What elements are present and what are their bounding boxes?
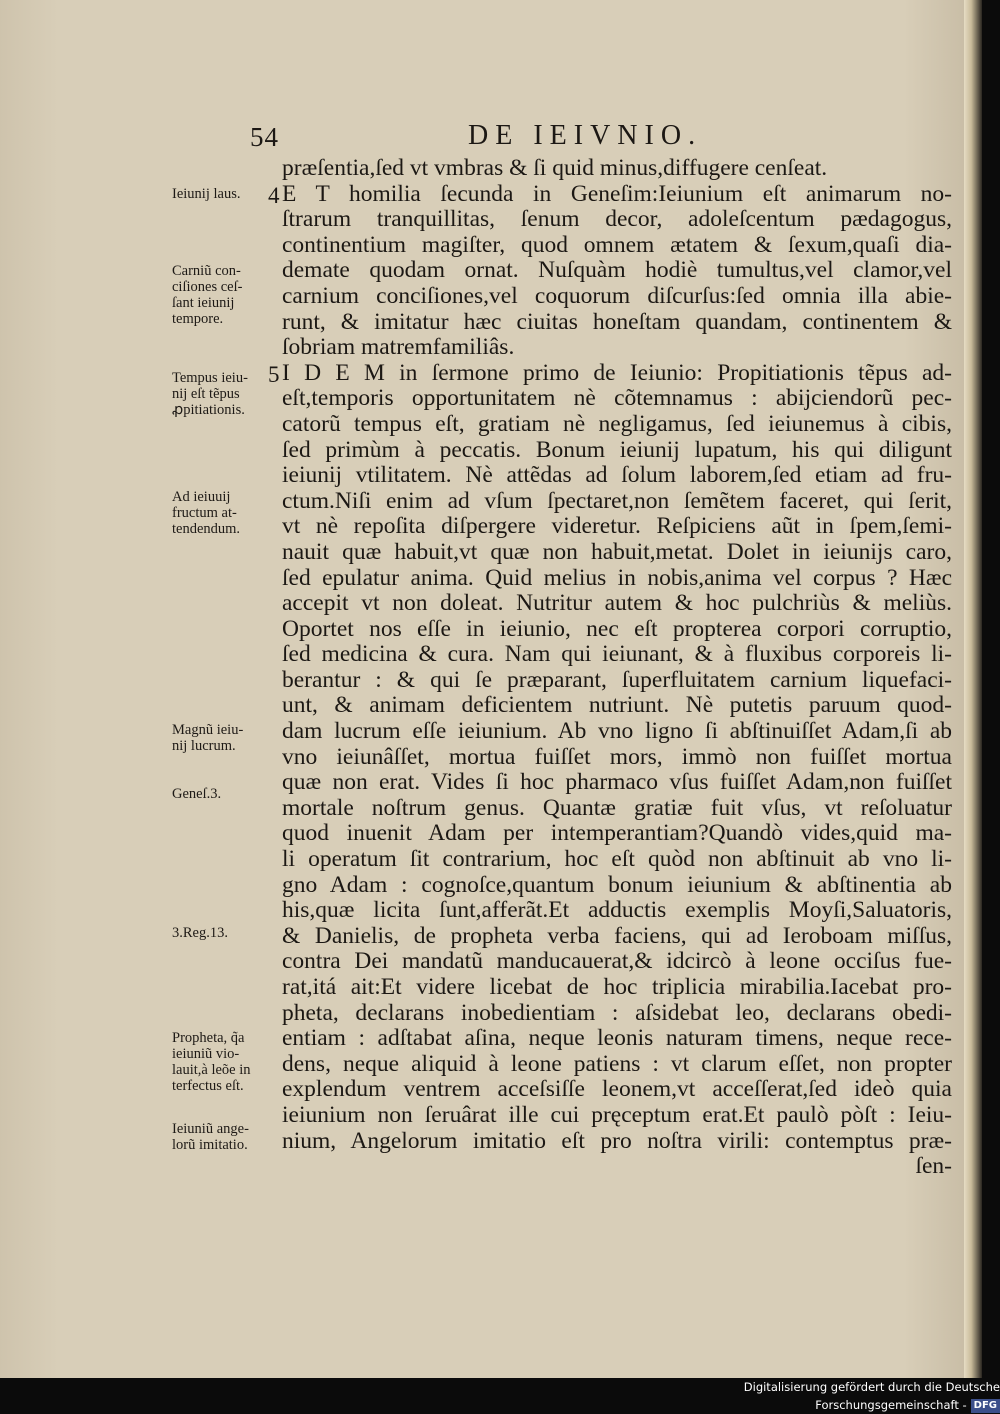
text-line: præſentia,ſed vt vmbras & ſi quid minus,diffugere cenſeat.: [282, 155, 828, 181]
credit-text: Digitalisierung gefördert durch die Deutsche Forschungsgemeinschaft -: [743, 1380, 1000, 1412]
margin-note-line: Carniũ con-: [172, 263, 241, 279]
text-line: ctum.Niſi enim ad vſum ſpectaret,non ſemẽtem faceret, qui ſerit,: [282, 487, 952, 514]
dfg-logo: DFG: [971, 1399, 1000, 1413]
text-line: ſed epulatur anima. Quid melius in nobis,anima vel corpus ? Hæc: [282, 564, 952, 591]
text-line: vno ieiunâſſet, mortua fuiſſet mors, immò non fuiſſet mortua: [282, 743, 952, 770]
margin-note: [172, 925, 284, 941]
margin-note-line: nij lucrum.: [172, 738, 236, 754]
page-header: [0, 118, 982, 158]
margin-note-line: 3.Reg.13.: [172, 925, 228, 941]
text-line: E T homilia ſecunda in Geneſim:Ieiunium eſt animarum no-: [282, 180, 952, 207]
margin-note-line: ꝓpitiationis.: [172, 402, 245, 418]
text-line: quæ non erat. Vides ſi hoc pharmaco vſus fuiſſet Adam,non fuiſſet: [282, 769, 952, 796]
margin-note: [172, 786, 284, 802]
text-line: explendum ventrem acceſsiſſe leonem,vt acceſſerat,ſed ideò quia: [282, 1076, 952, 1103]
margin-note: [172, 1030, 284, 1094]
margin-note: [172, 489, 284, 537]
margin-note-line: lorũ imitatio.: [172, 1137, 248, 1153]
page-edge: [964, 0, 982, 1378]
margin-note-line: lauit,à leõe in: [172, 1062, 251, 1078]
text-line: I D E M in ſermone primo de Ieiunio: Propitiationis tẽpus ad-: [282, 359, 952, 386]
text-line: Oportet nos eſſe in ieiunio, nec eſt propterea corpori corruptio,: [282, 615, 952, 642]
text-line: accepit vt non doleat. Nutritur autem & hoc pulchriùs & meliùs.: [282, 590, 952, 617]
margin-note-line: tendendum.: [172, 521, 241, 537]
catchword: ſen-: [915, 1153, 952, 1180]
margin-note-line: Tempus ieiu-: [172, 370, 248, 386]
margin-note: [172, 263, 284, 327]
margin-note-line: Propheta, q̃a: [172, 1030, 245, 1046]
text-line: eſt,temporis opportunitatem nè cõtemnamus : abijciendorũ pec-: [282, 385, 952, 412]
text-line: quod inuenit Adam per intemperantiam?Quandò vides,quid ma-: [282, 820, 952, 847]
margin-note: [172, 722, 284, 754]
text-line: rat,itá ait:Et videre licebat de hoc triplicia mirabilia.Iacebat pro-: [282, 974, 952, 1000]
margin-note-line: Ieiunij laus.: [172, 186, 241, 202]
text-line: nauit quæ habuit,vt quæ non habuit,metat. Dolet in ieiunijs caro,: [282, 538, 952, 565]
margin-note-line: fructum at-: [172, 505, 237, 521]
text-line: unt, & animam deficientem nutriunt. Nè putetis paruum quod-: [282, 692, 952, 719]
text-line: ſobriam matremfamiliâs.: [282, 334, 515, 361]
text-line: his,quæ licita ſunt,afferãt.Et adductis exemplis Moyſi,Saluatoris,: [282, 897, 952, 924]
text-line: dens, neque aliquid à leone patiens : vt clarum eſſet, non propter: [282, 1050, 952, 1077]
text-line: & Danielis, de propheta verba faciens, qui ad Ieroboam miſſus,: [282, 922, 952, 949]
text-line: entiam : adſtabat aſina, neque leonis naturam timens, neque rece-: [282, 1025, 952, 1052]
margin-note-line: Geneſ.3.: [172, 786, 222, 802]
digitization-credit: [600, 1378, 1000, 1412]
page-number: 54: [250, 122, 279, 152]
text-line: runt, & imitatur hæc ciuitas honeſtam quandam, continentem &: [282, 308, 952, 335]
margin-note-line: tempore.: [172, 311, 224, 327]
text-line: ſtrarum tranquillitas, ſenum decor, adoleſcentum pædagogus,: [282, 206, 952, 233]
text-line: continentium magiſter, quod omnem ætatem & ſexum,quaſi dia-: [282, 231, 952, 258]
text-line: contra Dei mandatũ manducauerat,& idcircò à leone occiſus fue-: [282, 948, 952, 975]
margin-note-line: Ieiuniũ ange-: [172, 1121, 249, 1137]
text-line: carnium conciſiones,vel coquorum diſcurſus:ſed omnia illa abie-: [282, 282, 952, 309]
margin-note: [172, 186, 284, 202]
body-text: [282, 156, 952, 1180]
text-line: ieiunij vtilitatem. Nè attẽdas ad ſolum laborem,ſed etiam ad fru-: [282, 462, 952, 489]
text-line: ſed primùm à peccatis. Bonum ieiunij lupatum, his qui diligunt: [282, 436, 952, 463]
text-line: demate quodam ornat. Nuſquàm hodiè tumultus,vel clamor,vel: [282, 257, 952, 284]
margin-note-line: nij eſt tẽpus: [172, 386, 240, 402]
text-line: pheta, declarans inobedientiam : aſsidebat leo, declarans obedi-: [282, 999, 952, 1026]
margin-note-line: ieiuniũ vio-: [172, 1046, 240, 1062]
text-line: dam lucrum eſſe ieiunium. Ab vno ligno ſi abſtinuiſſet Adam,ſi ab: [282, 718, 952, 745]
margin-note-line: ciſiones ceſ-: [172, 279, 243, 295]
margin-note-line: Ad ieiuuij: [172, 489, 231, 505]
verse-number: 4: [268, 183, 280, 208]
text-line: catorũ tempus eſt, gratiam nè negligamus, ſed ieiunemus à cibis,: [282, 410, 952, 437]
margin-note: [172, 370, 284, 418]
margin-note-line: ſant ieiunij: [172, 295, 235, 311]
verse-number: 5: [268, 362, 280, 387]
margin-note-line: terfectus eſt.: [172, 1078, 244, 1094]
text-line: ieiunium non ſeruârat ille cui pręceptum erat.Et paulò pòſt : Ieiu-: [282, 1101, 952, 1128]
margin-note: [172, 1121, 284, 1153]
margin-note-line: Magnũ ieiu-: [172, 722, 244, 738]
text-line: li operatum ſit contrarium, hoc eſt quòd non abſtinuit ab vno li-: [282, 846, 952, 873]
text-line: vt nè repoſita diſpergere videretur. Reſpiciens aũt in ſpem,ſemi-: [282, 513, 952, 540]
text-line: mortale noſtrum genus. Quantæ gratiæ fuit vſus, vt reſoluatur: [282, 794, 952, 821]
text-line: berantur : & qui ſe præparant, ſuperfluitatem carnium liquefaci-: [282, 666, 952, 693]
text-line: nium, Angelorum imitatio eſt pro noſtra virili: contemptus præ-: [282, 1127, 952, 1154]
text-line: gno Adam : cognoſce,quantum bonum ieiunium & abſtinentia ab: [282, 871, 952, 898]
text-line: ſed medicina & cura. Nam qui ieiunant, & à fluxibus corporeis li-: [282, 641, 952, 668]
running-title: DE IEIVNIO.: [468, 120, 703, 151]
